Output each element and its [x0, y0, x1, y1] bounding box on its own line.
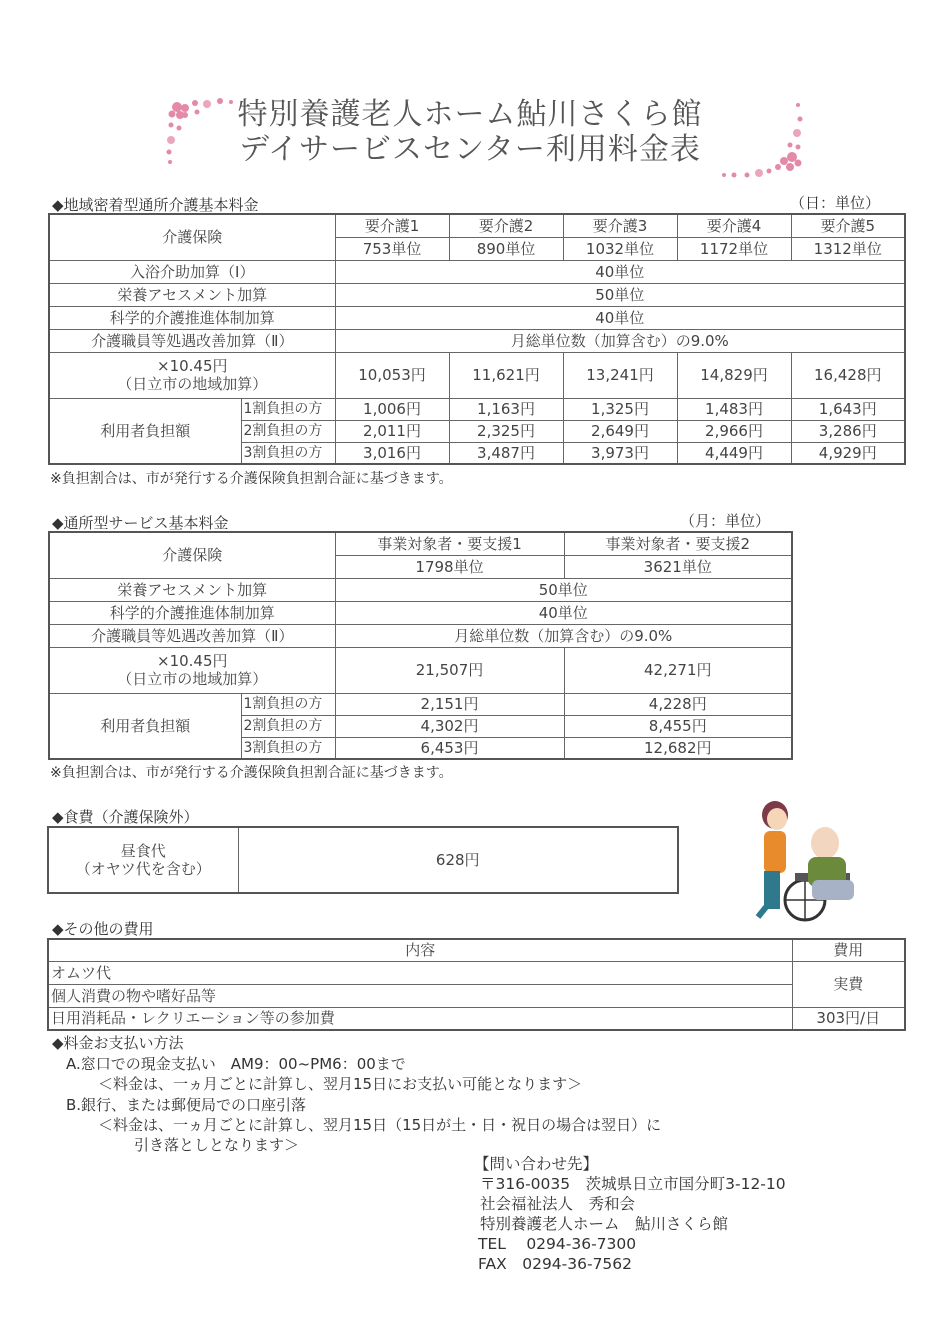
s1-total: 11,621円 — [449, 352, 563, 398]
s1-total: 16,428円 — [791, 352, 905, 398]
other-col-cost: 費用 — [792, 939, 905, 961]
payment-option-a: A.窓口での現金支払い AM9：00~PM6：00まで — [66, 1055, 406, 1073]
payment-option-b-note-2: 引き落としとなります＞ — [134, 1136, 300, 1154]
s2-burden-row-label: 3割負担の方 — [241, 737, 335, 759]
meal-heading: ◆食費（介護保険外） — [52, 808, 199, 826]
s2-burden-value: 6,453円 — [335, 737, 564, 759]
s2-header-label: 介護保険 — [49, 532, 335, 578]
contact-address: 〒316-0035 茨城県日立市国分町3-12-10 — [480, 1175, 786, 1193]
s1-burden-value: 1,483円 — [677, 398, 791, 420]
s1-base-units: 1172単位 — [677, 237, 791, 260]
s1-total: 10,053円 — [335, 352, 449, 398]
s2-burden-row-label: 2割負担の方 — [241, 715, 335, 737]
other-col-content: 内容 — [48, 939, 792, 961]
s2-level: 事業対象者・要支援2 — [564, 532, 792, 555]
s1-level: 要介護1 — [335, 214, 449, 237]
s2-level: 事業対象者・要支援1 — [335, 532, 564, 555]
other-fee-table — [47, 938, 906, 1031]
s2-addon-value: 50単位 — [335, 578, 792, 601]
other-heading: ◆その他の費用 — [52, 920, 154, 938]
s1-addon-label: 介護職員等処遇改善加算（Ⅱ） — [49, 329, 335, 352]
s1-burden-value: 1,325円 — [563, 398, 677, 420]
s1-level: 要介護2 — [449, 214, 563, 237]
s2-addon-label: 科学的介護推進体制加算 — [49, 601, 335, 624]
s2-burden-value: 4,228円 — [564, 693, 792, 715]
s1-level: 要介護5 — [791, 214, 905, 237]
contact-facility: 特別養護老人ホーム 鮎川さくら館 — [480, 1215, 729, 1233]
s1-level: 要介護4 — [677, 214, 791, 237]
s1-burden-value: 3,286円 — [791, 420, 905, 442]
s1-burden-value: 4,929円 — [791, 442, 905, 464]
section1-fee-table — [48, 213, 906, 465]
s2-addon-label: 栄養アセスメント加算 — [49, 578, 335, 601]
section1-heading: ◆地域密着型通所介護基本料金 — [52, 196, 259, 214]
payment-option-a-note: ＜料金は、一ヵ月ごとに計算し、翌月15日にお支払い可能となります＞ — [98, 1075, 583, 1093]
s2-burden-value: 8,455円 — [564, 715, 792, 737]
contact-fax: FAX 0294-36-7562 — [478, 1255, 633, 1273]
meal-label — [48, 827, 238, 893]
contact-corporation: 社会福祉法人 秀和会 — [480, 1195, 636, 1213]
s1-burden-value: 2,011円 — [335, 420, 449, 442]
other-row-content: 個人消費の物や嗜好品等 — [48, 984, 792, 1007]
s1-multiplier-region: （日立市の地域加算） — [117, 375, 268, 393]
s1-burden-value: 1,006円 — [335, 398, 449, 420]
s2-addon-value: 40単位 — [335, 601, 792, 624]
section1-footnote: ※負担割合は、市が発行する介護保険負担割合証に基づきます。 — [50, 471, 453, 487]
section1-unit-note: （日：単位） — [790, 194, 881, 212]
payment-heading: ◆料金お支払い方法 — [52, 1034, 184, 1052]
s1-base-units: 753単位 — [335, 237, 449, 260]
s1-multiplier-rate: ×10.45円 — [157, 357, 228, 375]
s1-burden-row-label: 3割負担の方 — [241, 442, 335, 464]
s1-level: 要介護3 — [563, 214, 677, 237]
s2-multiplier-label — [49, 647, 335, 693]
s2-addon-label: 介護職員等処遇改善加算（Ⅱ） — [49, 624, 335, 647]
payment-option-b: B.銀行、または郵便局での口座引落 — [66, 1096, 307, 1114]
s2-addon-value: 月総単位数（加算含む）の9.0% — [335, 624, 792, 647]
s1-base-units: 890単位 — [449, 237, 563, 260]
s1-burden-row-label: 1割負担の方 — [241, 398, 335, 420]
s2-total: 21,507円 — [335, 647, 564, 693]
s1-multiplier-label — [49, 352, 335, 398]
s2-burden-value: 12,682円 — [564, 737, 792, 759]
s2-burden-label: 利用者負担額 — [49, 693, 241, 759]
s1-burden-value: 1,643円 — [791, 398, 905, 420]
s1-base-units: 1032単位 — [563, 237, 677, 260]
contact-tel: TEL 0294-36-7300 — [478, 1235, 637, 1253]
s1-addon-label: 栄養アセスメント加算 — [49, 283, 335, 306]
s1-total: 13,241円 — [563, 352, 677, 398]
s1-addon-value: 50単位 — [335, 283, 905, 306]
s1-burden-value: 1,163円 — [449, 398, 563, 420]
other-shared-cost: 実費 — [792, 961, 905, 1007]
page-title-line1: 特別養護老人ホーム鮎川さくら館 — [237, 97, 703, 132]
other-row-content: オムツ代 — [48, 961, 792, 984]
s1-header-label: 介護保険 — [49, 214, 335, 260]
s2-multiplier-region: （日立市の地域加算） — [117, 670, 268, 688]
s1-burden-value: 2,966円 — [677, 420, 791, 442]
s2-burden-value: 2,151円 — [335, 693, 564, 715]
s1-burden-value: 3,016円 — [335, 442, 449, 464]
s2-multiplier-rate: ×10.45円 — [157, 652, 228, 670]
payment-option-b-note-1: ＜料金は、一ヵ月ごとに計算し、翌月15日（15日が土・日・祝日の場合は翌日）に — [98, 1116, 662, 1134]
s1-burden-value: 2,325円 — [449, 420, 563, 442]
s1-addon-label: 科学的介護推進体制加算 — [49, 306, 335, 329]
s2-base-units: 3621単位 — [564, 555, 792, 578]
s1-burden-value: 3,973円 — [563, 442, 677, 464]
contact-heading: 【問い合わせ先】 — [474, 1155, 599, 1173]
s1-total: 14,829円 — [677, 352, 791, 398]
meal-fee-table — [47, 826, 679, 894]
s1-burden-label: 利用者負担額 — [49, 398, 241, 464]
s2-burden-value: 4,302円 — [335, 715, 564, 737]
s1-burden-value: 4,449円 — [677, 442, 791, 464]
s1-burden-row-label: 2割負担の方 — [241, 420, 335, 442]
other-row-content: 日用消耗品・レクリエーション等の参加費 — [48, 1007, 792, 1030]
page-title-line2: デイサービスセンター利用料金表 — [239, 132, 701, 167]
s1-base-units: 1312単位 — [791, 237, 905, 260]
s1-addon-label: 入浴介助加算（Ⅰ） — [49, 260, 335, 283]
s1-addon-value: 40単位 — [335, 306, 905, 329]
other-row-cost: 303円/日 — [792, 1007, 905, 1030]
section2-heading: ◆通所型サービス基本料金 — [52, 514, 229, 532]
section2-footnote: ※負担割合は、市が発行する介護保険負担割合証に基づきます。 — [50, 765, 453, 781]
s2-burden-row-label: 1割負担の方 — [241, 693, 335, 715]
section2-fee-table — [48, 531, 793, 760]
s2-base-units: 1798単位 — [335, 555, 564, 578]
s1-addon-value: 月総単位数（加算含む）の9.0% — [335, 329, 905, 352]
section2-unit-note: （月：単位） — [680, 512, 771, 530]
meal-value: 628円 — [238, 827, 678, 893]
s1-burden-value: 2,649円 — [563, 420, 677, 442]
meal-label-sub: （オヤツ代を含む） — [75, 860, 211, 878]
s2-total: 42,271円 — [564, 647, 792, 693]
meal-label-main: 昼食代 — [120, 842, 166, 860]
s1-burden-value: 3,487円 — [449, 442, 563, 464]
caregiver-wheelchair-illustration — [750, 795, 860, 925]
s1-addon-value: 40単位 — [335, 260, 905, 283]
